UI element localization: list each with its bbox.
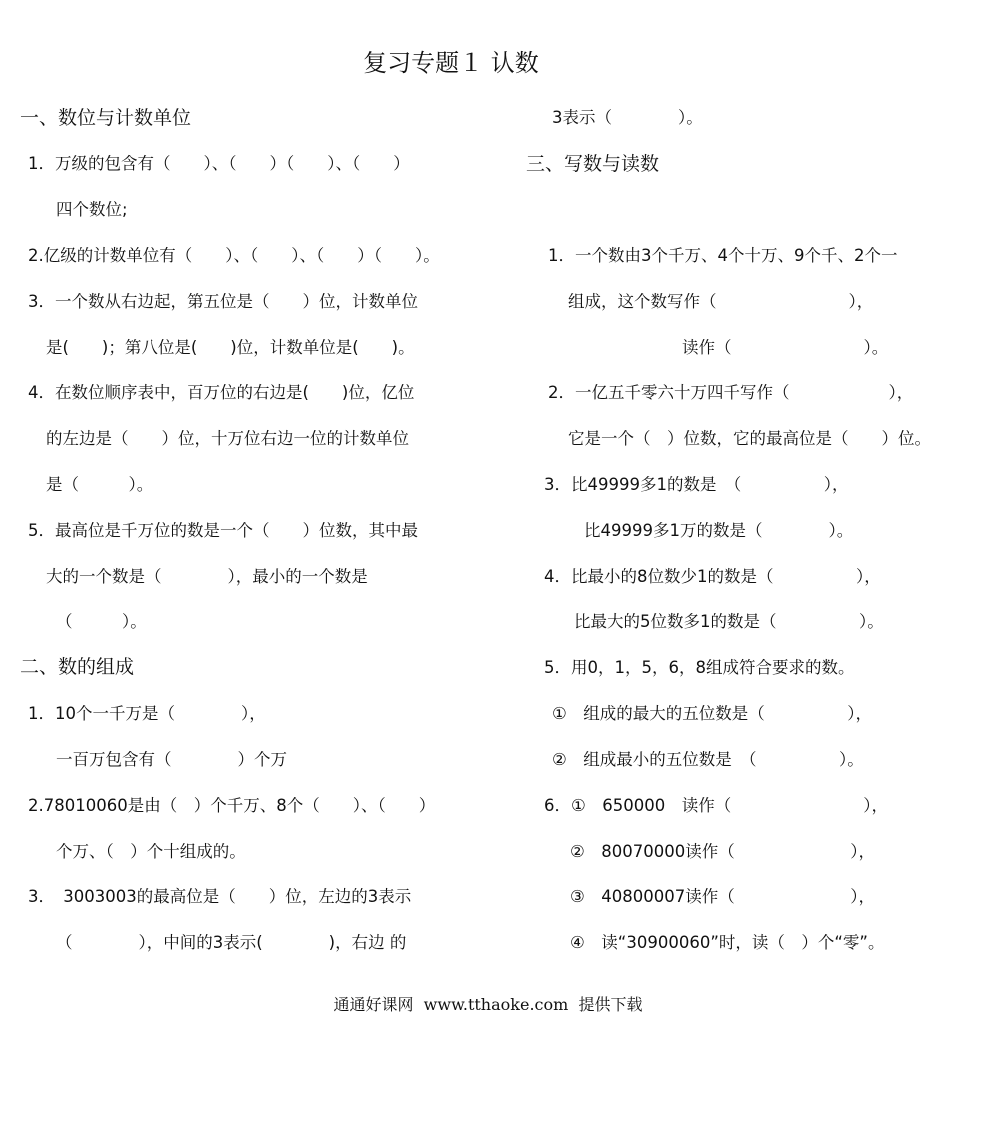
question-line: 3．比49999多1的数是 （ ）， [544, 475, 849, 494]
section-heading-place-value: 一、数位与计数单位 [20, 107, 192, 129]
question-line: 的左边是（ ）位，十万位右边一位的计数单位 [46, 429, 409, 448]
question-line: ③ 40800007读作（ ）， [570, 887, 876, 906]
question-line: ② 组成最小的五位数是 （ ）。 [552, 750, 864, 769]
section-heading-composition: 二、数的组成 [20, 656, 135, 678]
question-line: 大的一个数是（ ），最小的一个数是 [46, 567, 368, 586]
question-line: 6．① 650000 读作（ ）， [544, 796, 889, 815]
question-line: 1．10个一千万是（ ）， [28, 704, 266, 723]
question-line: 是( )；第八位是( )位，计数单位是( )。 [46, 338, 415, 357]
question-line: 3表示（ ）。 [552, 108, 703, 127]
question-line: 4．在数位顺序表中，百万位的右边是( )位，亿位 [28, 383, 415, 402]
question-line: ① 组成的最大的五位数是（ ）， [552, 704, 873, 723]
question-line: ② 80070000读作（ ）， [570, 842, 876, 861]
question-line: 3． 3003003的最高位是（ ）位，左边的3表示 [28, 887, 412, 906]
question-line: 组成，这个数写作（ ）， [568, 292, 874, 311]
question-line: 一百万包含有（ ）个万 [56, 750, 287, 769]
question-line: （ ）。 [56, 612, 147, 631]
question-line: 5．用0，1，5，6，8组成符合要求的数。 [544, 658, 855, 677]
question-line: 4．比最小的8位数少1的数是（ ）， [544, 567, 881, 586]
question-line: 四个数位; [56, 200, 128, 219]
question-line: 5．最高位是千万位的数是一个（ ）位数，其中最 [28, 521, 418, 540]
question-line: 比最大的5位数多1的数是（ ）。 [574, 612, 884, 631]
question-line: 1．一个数由3个千万、4个十万、9个千、2个一 [548, 246, 898, 265]
question-line: 2．一亿五千零六十万四千写作（ ）， [548, 383, 914, 402]
question-line: 3．一个数从右边起，第五位是（ ）位，计数单位 [28, 292, 418, 311]
page-footer: 通通好课网 www.tthaoke.com 提供下载 [333, 995, 643, 1014]
question-line: 2.78010060是由（ ）个千万、8个（ ）、（ ） [28, 796, 436, 815]
question-line: ④ 读“30900060”时，读（ ）个“零”。 [570, 933, 885, 952]
question-line: 比49999多1万的数是（ ）。 [584, 521, 854, 540]
question-line: （ ），中间的3表示( )，右边 的 [56, 933, 407, 952]
question-line: 是（ ）。 [46, 475, 154, 494]
section-heading-write-read: 三、写数与读数 [526, 153, 660, 175]
question-line: 2.亿级的计数单位有（ ）、（ ）、（ ）（ ）。 [28, 246, 440, 265]
question-line: 它是一个（ ）位数，它的最高位是（ ）位。 [568, 429, 931, 448]
question-line: 个万、（ ）个十组成的。 [56, 842, 246, 861]
question-line: 1．万级的包含有（ ）、（ ）（ ）、（ ） [28, 154, 410, 173]
question-line: 读作（ ）。 [682, 338, 889, 357]
page-title: 复习专题１ 认数 [363, 49, 539, 77]
